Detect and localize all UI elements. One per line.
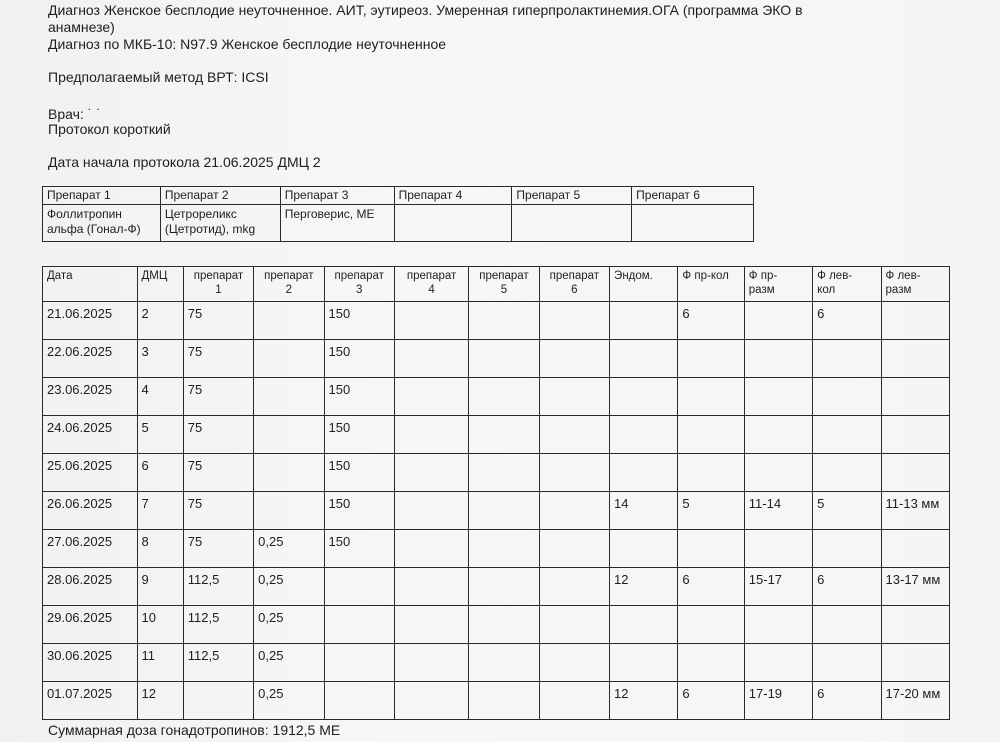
table-cell: 11-13 мм — [881, 492, 949, 530]
table-cell — [183, 682, 253, 720]
table-cell — [744, 530, 812, 568]
table-cell: 75 — [183, 302, 253, 340]
table-cell — [610, 302, 678, 340]
table-cell — [254, 454, 324, 492]
table-cell — [469, 568, 539, 606]
table-cell — [394, 644, 468, 682]
table-cell — [469, 492, 539, 530]
log-header-row — [43, 267, 950, 302]
table-cell — [324, 682, 394, 720]
table-cell: 150 — [324, 454, 394, 492]
table-cell — [678, 644, 744, 682]
table-cell — [469, 454, 539, 492]
table-cell — [744, 340, 812, 378]
table-cell — [744, 454, 812, 492]
table-cell — [539, 340, 609, 378]
table-cell — [394, 492, 468, 530]
table-cell: 5 — [137, 416, 183, 454]
table-cell — [539, 416, 609, 454]
table-cell: 14 — [610, 492, 678, 530]
table-cell — [469, 340, 539, 378]
table-cell: 11 — [137, 644, 183, 682]
table-cell — [813, 378, 881, 416]
table-cell: 75 — [183, 416, 253, 454]
table-row — [43, 340, 950, 378]
icd10-diagnosis: Диагноз по МКБ-10: N97.9 Женское бесплодие неуточненное — [48, 36, 447, 52]
table-cell: 150 — [324, 302, 394, 340]
header-line: препарат — [334, 270, 384, 282]
protocol-start-date: Дата начала протокола 21.06.2025 ДМЦ 2 — [48, 154, 321, 170]
log-column-header — [539, 267, 609, 302]
drugs-table — [42, 186, 754, 242]
header-line: 4 — [428, 284, 435, 296]
table-cell — [539, 302, 609, 340]
drug-name: Цетрореликс (Цетротид), mkg — [160, 205, 280, 242]
diagnosis-text: Диагноз Женское бесплодие неуточненное. АИТ, эутиреоз. Умеренная гиперпролактинемия.ОГА (программа ЭКО в — [48, 2, 803, 18]
log-column-header — [610, 267, 678, 302]
table-cell — [539, 606, 609, 644]
table-cell: 5 — [813, 492, 881, 530]
table-cell: 6 — [678, 568, 744, 606]
table-cell — [678, 530, 744, 568]
table-cell — [254, 492, 324, 530]
stimulation-log-table — [42, 266, 950, 720]
table-cell — [610, 454, 678, 492]
table-cell: 13-17 мм — [881, 568, 949, 606]
protocol-type: Протокол короткий — [48, 121, 171, 137]
table-cell — [678, 454, 744, 492]
log-column-header — [254, 267, 324, 302]
table-cell — [394, 378, 468, 416]
table-row — [43, 530, 950, 568]
table-cell: 01.07.2025 — [43, 682, 138, 720]
table-cell: 5 — [678, 492, 744, 530]
header-line: разм — [885, 284, 912, 296]
table-cell: 2 — [137, 302, 183, 340]
table-row — [43, 302, 950, 340]
table-cell — [469, 644, 539, 682]
header-line: препарат — [406, 270, 457, 282]
header-line: разм — [748, 284, 775, 296]
drug-name — [394, 205, 512, 242]
table-cell — [610, 378, 678, 416]
table-cell — [813, 644, 881, 682]
table-cell: 6 — [813, 302, 881, 340]
table-cell: 12 — [137, 682, 183, 720]
table-cell — [744, 378, 812, 416]
table-cell — [881, 454, 949, 492]
table-cell — [469, 302, 539, 340]
table-cell — [469, 416, 539, 454]
table-cell — [539, 378, 609, 416]
table-cell: 23.06.2025 — [43, 378, 138, 416]
table-cell: 12 — [610, 568, 678, 606]
table-cell: 30.06.2025 — [43, 644, 138, 682]
table-cell — [678, 378, 744, 416]
table-cell: 75 — [183, 454, 253, 492]
table-cell — [469, 378, 539, 416]
table-cell: 29.06.2025 — [43, 606, 138, 644]
log-column-header — [469, 267, 539, 302]
drug-header: Препарат 3 — [280, 187, 394, 205]
table-cell — [469, 682, 539, 720]
table-cell — [539, 568, 609, 606]
table-cell: 0,25 — [254, 606, 324, 644]
table-cell: 7 — [137, 492, 183, 530]
drugs-header-row — [43, 187, 754, 205]
table-cell — [610, 644, 678, 682]
header-line: препарат — [479, 270, 529, 282]
header-line: 5 — [500, 284, 508, 296]
table-cell: 0,25 — [254, 530, 324, 568]
table-cell — [610, 530, 678, 568]
table-row — [43, 492, 950, 530]
header-line: 2 — [285, 284, 293, 296]
table-cell: 0,25 — [254, 644, 324, 682]
table-cell — [324, 644, 394, 682]
header-line: Дата — [47, 270, 73, 282]
table-cell: 11-14 — [744, 492, 812, 530]
table-row — [43, 378, 950, 416]
table-cell: 25.06.2025 — [43, 454, 138, 492]
table-cell: 27.06.2025 — [43, 530, 138, 568]
table-cell — [881, 644, 949, 682]
table-cell: 112,5 — [183, 568, 253, 606]
header-line: 1 — [215, 284, 222, 296]
header-line: Ф пр-кол — [682, 270, 729, 282]
table-cell: 8 — [137, 530, 183, 568]
table-cell — [610, 340, 678, 378]
drug-header: Препарат 6 — [632, 187, 754, 205]
log-column-header — [183, 267, 253, 302]
table-cell — [394, 416, 468, 454]
table-cell — [254, 416, 324, 454]
table-cell: 3 — [137, 340, 183, 378]
table-row — [43, 606, 950, 644]
table-cell — [813, 416, 881, 454]
table-cell — [881, 606, 949, 644]
drugs-name-row — [43, 205, 754, 242]
table-cell: 12 — [610, 682, 678, 720]
drug-header: Препарат 1 — [43, 187, 161, 205]
table-cell — [744, 416, 812, 454]
table-cell: 28.06.2025 — [43, 568, 138, 606]
table-cell: 75 — [183, 378, 253, 416]
log-column-header — [678, 267, 744, 302]
log-column-header — [394, 267, 468, 302]
table-cell — [610, 416, 678, 454]
art-method: Предполагаемый метод ВРТ: ICSI — [48, 69, 269, 85]
table-cell — [394, 682, 468, 720]
table-cell: 17-19 — [744, 682, 812, 720]
table-cell: 150 — [324, 340, 394, 378]
table-cell — [469, 530, 539, 568]
table-cell — [744, 644, 812, 682]
table-cell — [394, 606, 468, 644]
header-line: кол — [817, 284, 836, 296]
table-cell: 21.06.2025 — [43, 302, 138, 340]
table-cell — [813, 340, 881, 378]
table-cell: 10 — [137, 606, 183, 644]
doctor-label: Врач: ˙ ˙ — [48, 106, 101, 122]
header-line: препарат — [193, 270, 244, 282]
diagnosis-text-cont: анамнезе) — [48, 19, 115, 35]
table-cell: 75 — [183, 340, 253, 378]
table-cell — [678, 340, 744, 378]
header-line: 3 — [356, 284, 363, 296]
table-cell: 6 — [813, 682, 881, 720]
log-column-header — [43, 267, 138, 302]
table-cell: 0,25 — [254, 568, 324, 606]
table-cell — [881, 302, 949, 340]
header-line: Ф пр- — [748, 270, 778, 282]
table-cell: 150 — [324, 492, 394, 530]
table-cell: 24.06.2025 — [43, 416, 138, 454]
drug-name — [632, 205, 754, 242]
table-cell: 150 — [324, 416, 394, 454]
table-cell: 15-17 — [744, 568, 812, 606]
table-cell — [881, 530, 949, 568]
table-cell — [254, 340, 324, 378]
table-cell: 22.06.2025 — [43, 340, 138, 378]
table-cell — [678, 606, 744, 644]
table-row — [43, 682, 950, 720]
log-column-header — [813, 267, 881, 302]
table-cell: 75 — [183, 492, 253, 530]
table-cell — [813, 606, 881, 644]
table-cell: 150 — [324, 378, 394, 416]
header-line: ДМЦ — [141, 270, 168, 282]
table-cell — [744, 302, 812, 340]
table-cell: 4 — [137, 378, 183, 416]
header-line: препарат — [264, 270, 314, 282]
drug-name — [512, 205, 632, 242]
drug-header: Препарат 5 — [512, 187, 632, 205]
table-cell — [881, 378, 949, 416]
table-cell — [469, 606, 539, 644]
total-gonadotropin-dose: Суммарная доза гонадотропинов: 1912,5 МЕ — [48, 722, 341, 738]
table-cell — [394, 302, 468, 340]
drug-header: Препарат 2 — [160, 187, 280, 205]
table-cell — [539, 492, 609, 530]
table-cell — [394, 530, 468, 568]
table-cell: 0,25 — [254, 682, 324, 720]
table-cell — [610, 606, 678, 644]
log-column-header — [324, 267, 394, 302]
table-cell — [881, 340, 949, 378]
table-cell: 6 — [813, 568, 881, 606]
table-cell — [254, 378, 324, 416]
table-cell — [539, 454, 609, 492]
log-column-header — [744, 267, 812, 302]
table-cell: 112,5 — [183, 606, 253, 644]
table-cell — [539, 530, 609, 568]
table-cell: 26.06.2025 — [43, 492, 138, 530]
table-row — [43, 416, 950, 454]
table-row — [43, 644, 950, 682]
table-cell: 75 — [183, 530, 253, 568]
table-cell — [539, 682, 609, 720]
table-cell — [254, 302, 324, 340]
table-row — [43, 454, 950, 492]
table-cell — [881, 416, 949, 454]
table-cell — [744, 606, 812, 644]
header-line: Ф лев- — [817, 270, 853, 282]
drug-name: Фоллитропин альфа (Гонал-Ф) — [43, 205, 161, 242]
table-cell: 17-20 мм — [881, 682, 949, 720]
log-column-header — [881, 267, 949, 302]
drug-name: Перговерис, МЕ — [280, 205, 394, 242]
table-cell: 112,5 — [183, 644, 253, 682]
table-cell — [394, 454, 468, 492]
table-cell — [394, 568, 468, 606]
table-row — [43, 568, 950, 606]
header-line: препарат — [549, 270, 600, 282]
table-cell: 9 — [137, 568, 183, 606]
table-cell — [324, 568, 394, 606]
header-line: 6 — [571, 284, 578, 296]
table-cell — [813, 530, 881, 568]
header-line: Ф лев- — [885, 270, 921, 282]
table-cell: 6 — [137, 454, 183, 492]
drug-header: Препарат 4 — [394, 187, 512, 205]
header-line: Эндом. — [614, 270, 653, 282]
table-cell — [678, 416, 744, 454]
table-cell — [394, 340, 468, 378]
table-cell: 6 — [678, 302, 744, 340]
table-cell — [813, 454, 881, 492]
table-cell — [324, 606, 394, 644]
table-cell: 150 — [324, 530, 394, 568]
table-cell: 6 — [678, 682, 744, 720]
log-column-header — [137, 267, 183, 302]
table-cell — [539, 644, 609, 682]
